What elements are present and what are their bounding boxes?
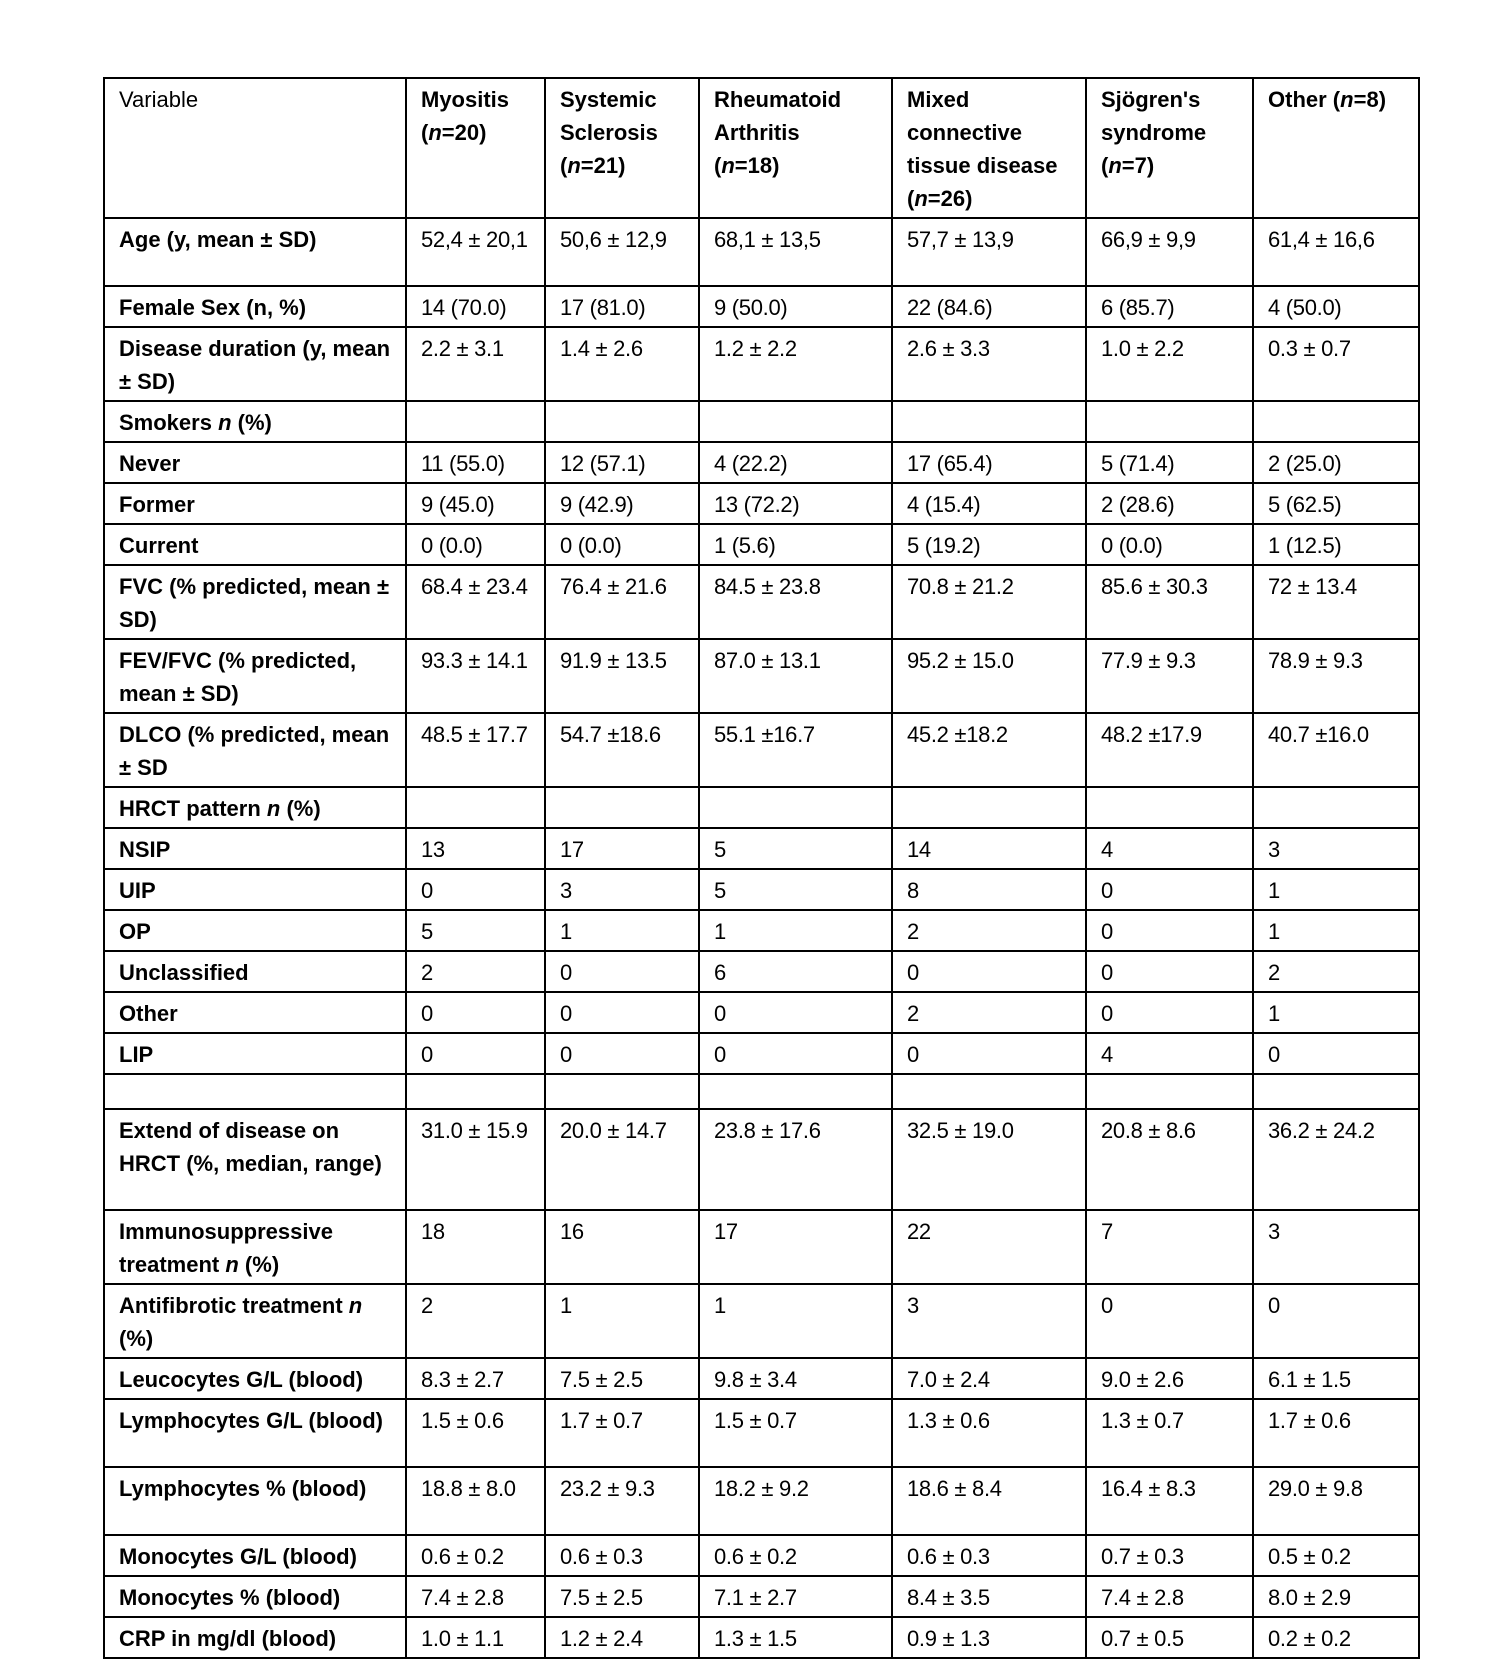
table-cell: 54.7 ±18.6 bbox=[545, 713, 699, 787]
table-cell: 5 bbox=[699, 828, 892, 869]
row-label: CRP in mg/dl (blood) bbox=[104, 1617, 406, 1658]
table-cell bbox=[1086, 787, 1253, 828]
table-cell: 93.3 ± 14.1 bbox=[406, 639, 545, 713]
table-cell: 0.3 ± 0.7 bbox=[1253, 327, 1419, 401]
table-cell: 0 bbox=[699, 1033, 892, 1074]
table-cell: 0 (0.0) bbox=[545, 524, 699, 565]
table-cell: 1.2 ± 2.2 bbox=[699, 327, 892, 401]
table-cell: 0 bbox=[892, 1033, 1086, 1074]
header-col-rheumatoid-arthritis: Rheumatoid Arthritis (n=18) bbox=[699, 78, 892, 218]
table-cell: 0 bbox=[1086, 1284, 1253, 1358]
patient-characteristics-table bbox=[103, 77, 1420, 1659]
table-cell bbox=[1253, 1074, 1419, 1109]
table-cell: 0.6 ± 0.2 bbox=[406, 1535, 545, 1576]
row-label: Age (y, mean ± SD) bbox=[104, 218, 406, 286]
table-cell: 3 bbox=[545, 869, 699, 910]
table-cell: 1 bbox=[1253, 910, 1419, 951]
table-cell: 1.3 ± 1.5 bbox=[699, 1617, 892, 1658]
table-cell: 2 (25.0) bbox=[1253, 442, 1419, 483]
table-cell: 0 bbox=[545, 992, 699, 1033]
row-label: FVC (% predicted, mean ± SD) bbox=[104, 565, 406, 639]
table-cell: 2 (28.6) bbox=[1086, 483, 1253, 524]
row-label: Current bbox=[104, 524, 406, 565]
table-cell: 0 bbox=[1253, 1033, 1419, 1074]
table-row bbox=[104, 1467, 1419, 1535]
table-cell: 1 bbox=[1253, 992, 1419, 1033]
table-cell: 9.8 ± 3.4 bbox=[699, 1358, 892, 1399]
table-cell: 18.8 ± 8.0 bbox=[406, 1467, 545, 1535]
table-cell bbox=[1086, 401, 1253, 442]
table-cell: 4 bbox=[1086, 828, 1253, 869]
table-cell: 0.6 ± 0.3 bbox=[545, 1535, 699, 1576]
table-cell: 14 bbox=[892, 828, 1086, 869]
header-variable: Variable bbox=[104, 78, 406, 218]
table-row bbox=[104, 992, 1419, 1033]
table-cell bbox=[406, 787, 545, 828]
table-cell: 6 (85.7) bbox=[1086, 286, 1253, 327]
table-cell: 22 (84.6) bbox=[892, 286, 1086, 327]
table-cell: 8.4 ± 3.5 bbox=[892, 1576, 1086, 1617]
table-cell: 17 bbox=[699, 1210, 892, 1284]
table-cell: 61,4 ± 16,6 bbox=[1253, 218, 1419, 286]
table-cell: 8.3 ± 2.7 bbox=[406, 1358, 545, 1399]
table-cell: 1.2 ± 2.4 bbox=[545, 1617, 699, 1658]
table-cell: 7.0 ± 2.4 bbox=[892, 1358, 1086, 1399]
table-cell: 2 bbox=[406, 951, 545, 992]
table-cell: 13 (72.2) bbox=[699, 483, 892, 524]
table-cell bbox=[406, 1074, 545, 1109]
table-row bbox=[104, 524, 1419, 565]
header-col-systemic-sclerosis: Systemic Sclerosis (n=21) bbox=[545, 78, 699, 218]
table-cell: 52,4 ± 20,1 bbox=[406, 218, 545, 286]
table-cell: 12 (57.1) bbox=[545, 442, 699, 483]
row-label: Extend of disease on HRCT (%, median, range) bbox=[104, 1109, 406, 1210]
table-cell: 17 (81.0) bbox=[545, 286, 699, 327]
table-cell: 9.0 ± 2.6 bbox=[1086, 1358, 1253, 1399]
table-cell: 6.1 ± 1.5 bbox=[1253, 1358, 1419, 1399]
table-cell: 84.5 ± 23.8 bbox=[699, 565, 892, 639]
row-label: Immunosuppressive treatment n (%) bbox=[104, 1210, 406, 1284]
table-cell: 48.2 ±17.9 bbox=[1086, 713, 1253, 787]
table-cell: 29.0 ± 9.8 bbox=[1253, 1467, 1419, 1535]
table-cell: 55.1 ±16.7 bbox=[699, 713, 892, 787]
header-col-mctd: Mixed connective tissue disease (n=26) bbox=[892, 78, 1086, 218]
header-col-other: Other (n=8) bbox=[1253, 78, 1419, 218]
table-cell bbox=[892, 1074, 1086, 1109]
table-cell: 95.2 ± 15.0 bbox=[892, 639, 1086, 713]
header-row bbox=[104, 78, 1419, 218]
table-cell: 1 bbox=[545, 910, 699, 951]
table-cell: 1.0 ± 2.2 bbox=[1086, 327, 1253, 401]
row-label: Never bbox=[104, 442, 406, 483]
row-label: OP bbox=[104, 910, 406, 951]
table-cell: 50,6 ± 12,9 bbox=[545, 218, 699, 286]
table-cell: 1.0 ± 1.1 bbox=[406, 1617, 545, 1658]
table-row bbox=[104, 1033, 1419, 1074]
table-cell bbox=[545, 1074, 699, 1109]
table-cell: 1.3 ± 0.7 bbox=[1086, 1399, 1253, 1467]
table-cell: 2 bbox=[892, 992, 1086, 1033]
table-cell: 78.9 ± 9.3 bbox=[1253, 639, 1419, 713]
row-label: Other bbox=[104, 992, 406, 1033]
table-cell: 16.4 ± 8.3 bbox=[1086, 1467, 1253, 1535]
table-cell: 5 bbox=[699, 869, 892, 910]
table-cell: 4 (15.4) bbox=[892, 483, 1086, 524]
table-cell: 5 bbox=[406, 910, 545, 951]
table-row bbox=[104, 442, 1419, 483]
table-cell: 1 bbox=[699, 1284, 892, 1358]
table-cell: 7 bbox=[1086, 1210, 1253, 1284]
table-cell: 1.7 ± 0.6 bbox=[1253, 1399, 1419, 1467]
table-cell: 1.4 ± 2.6 bbox=[545, 327, 699, 401]
table-cell bbox=[699, 787, 892, 828]
row-label: DLCO (% predicted, mean ± SD bbox=[104, 713, 406, 787]
table-cell: 0 bbox=[406, 992, 545, 1033]
table-cell: 2 bbox=[892, 910, 1086, 951]
table-cell: 40.7 ±16.0 bbox=[1253, 713, 1419, 787]
table-row bbox=[104, 1399, 1419, 1467]
table-cell: 0.6 ± 0.2 bbox=[699, 1535, 892, 1576]
table-cell: 0 bbox=[699, 992, 892, 1033]
table-cell: 0.2 ± 0.2 bbox=[1253, 1617, 1419, 1658]
table-cell: 36.2 ± 24.2 bbox=[1253, 1109, 1419, 1210]
table-cell: 4 (50.0) bbox=[1253, 286, 1419, 327]
table-row bbox=[104, 218, 1419, 286]
table-row bbox=[104, 565, 1419, 639]
table-row bbox=[104, 869, 1419, 910]
table-cell: 7.1 ± 2.7 bbox=[699, 1576, 892, 1617]
table-cell: 9 (45.0) bbox=[406, 483, 545, 524]
table-cell: 0 (0.0) bbox=[406, 524, 545, 565]
table-cell: 7.5 ± 2.5 bbox=[545, 1358, 699, 1399]
table-cell: 9 (50.0) bbox=[699, 286, 892, 327]
table-cell: 1 bbox=[1253, 869, 1419, 910]
table-cell: 22 bbox=[892, 1210, 1086, 1284]
table-cell: 20.8 ± 8.6 bbox=[1086, 1109, 1253, 1210]
table-cell: 0.6 ± 0.3 bbox=[892, 1535, 1086, 1576]
table-cell: 4 (22.2) bbox=[699, 442, 892, 483]
row-label: Female Sex (n, %) bbox=[104, 286, 406, 327]
table-row bbox=[104, 1074, 1419, 1109]
table-cell: 1.5 ± 0.7 bbox=[699, 1399, 892, 1467]
table-cell: 3 bbox=[1253, 828, 1419, 869]
table-cell: 18.2 ± 9.2 bbox=[699, 1467, 892, 1535]
table-cell: 72 ± 13.4 bbox=[1253, 565, 1419, 639]
table-row bbox=[104, 483, 1419, 524]
table-cell: 68,1 ± 13,5 bbox=[699, 218, 892, 286]
row-label: Monocytes G/L (blood) bbox=[104, 1535, 406, 1576]
table-cell: 7.4 ± 2.8 bbox=[1086, 1576, 1253, 1617]
table-row bbox=[104, 1284, 1419, 1358]
table-cell: 0.9 ± 1.3 bbox=[892, 1617, 1086, 1658]
table-row bbox=[104, 327, 1419, 401]
row-label: UIP bbox=[104, 869, 406, 910]
table-cell: 1.5 ± 0.6 bbox=[406, 1399, 545, 1467]
table-row bbox=[104, 787, 1419, 828]
table-row bbox=[104, 1617, 1419, 1658]
row-label: Unclassified bbox=[104, 951, 406, 992]
row-label: HRCT pattern n (%) bbox=[104, 787, 406, 828]
table-cell: 48.5 ± 17.7 bbox=[406, 713, 545, 787]
row-label: Monocytes % (blood) bbox=[104, 1576, 406, 1617]
table-cell bbox=[892, 787, 1086, 828]
table-cell: 23.2 ± 9.3 bbox=[545, 1467, 699, 1535]
table-cell: 0 bbox=[1086, 951, 1253, 992]
table-cell: 23.8 ± 17.6 bbox=[699, 1109, 892, 1210]
table-cell: 2 bbox=[1253, 951, 1419, 992]
table-row bbox=[104, 713, 1419, 787]
table-cell bbox=[699, 1074, 892, 1109]
table-row bbox=[104, 1109, 1419, 1210]
table-cell: 0 bbox=[545, 1033, 699, 1074]
table-cell: 70.8 ± 21.2 bbox=[892, 565, 1086, 639]
table-cell: 6 bbox=[699, 951, 892, 992]
table-cell: 20.0 ± 14.7 bbox=[545, 1109, 699, 1210]
table-cell: 0 (0.0) bbox=[1086, 524, 1253, 565]
table-cell: 1.3 ± 0.6 bbox=[892, 1399, 1086, 1467]
table-cell: 85.6 ± 30.3 bbox=[1086, 565, 1253, 639]
table-cell: 0 bbox=[1086, 910, 1253, 951]
table-cell: 2 bbox=[406, 1284, 545, 1358]
table-row bbox=[104, 1576, 1419, 1617]
table-cell: 2.2 ± 3.1 bbox=[406, 327, 545, 401]
table-row bbox=[104, 1210, 1419, 1284]
table-cell bbox=[892, 401, 1086, 442]
table-cell bbox=[406, 401, 545, 442]
table-cell bbox=[545, 401, 699, 442]
table-cell: 66,9 ± 9,9 bbox=[1086, 218, 1253, 286]
table-cell: 31.0 ± 15.9 bbox=[406, 1109, 545, 1210]
table-cell bbox=[1253, 787, 1419, 828]
table-cell: 5 (62.5) bbox=[1253, 483, 1419, 524]
table-cell: 32.5 ± 19.0 bbox=[892, 1109, 1086, 1210]
table-cell: 13 bbox=[406, 828, 545, 869]
table-cell: 3 bbox=[892, 1284, 1086, 1358]
table-cell: 5 (19.2) bbox=[892, 524, 1086, 565]
table-cell: 17 bbox=[545, 828, 699, 869]
table-cell bbox=[1253, 401, 1419, 442]
table-cell: 0 bbox=[1086, 992, 1253, 1033]
table-cell: 87.0 ± 13.1 bbox=[699, 639, 892, 713]
table-cell: 91.9 ± 13.5 bbox=[545, 639, 699, 713]
table-cell: 8 bbox=[892, 869, 1086, 910]
table-cell: 0 bbox=[406, 869, 545, 910]
table-cell: 0 bbox=[406, 1033, 545, 1074]
table-row bbox=[104, 1358, 1419, 1399]
table-cell: 9 (42.9) bbox=[545, 483, 699, 524]
table-cell: 8.0 ± 2.9 bbox=[1253, 1576, 1419, 1617]
table-cell: 0 bbox=[892, 951, 1086, 992]
row-label: Lymphocytes % (blood) bbox=[104, 1467, 406, 1535]
table-cell: 2.6 ± 3.3 bbox=[892, 327, 1086, 401]
table-cell: 16 bbox=[545, 1210, 699, 1284]
table-cell: 14 (70.0) bbox=[406, 286, 545, 327]
table-cell: 0.7 ± 0.3 bbox=[1086, 1535, 1253, 1576]
table-row bbox=[104, 828, 1419, 869]
table-cell: 57,7 ± 13,9 bbox=[892, 218, 1086, 286]
table-cell: 18 bbox=[406, 1210, 545, 1284]
table-cell: 76.4 ± 21.6 bbox=[545, 565, 699, 639]
row-label: LIP bbox=[104, 1033, 406, 1074]
table-cell bbox=[699, 401, 892, 442]
table-row bbox=[104, 910, 1419, 951]
table-cell bbox=[1086, 1074, 1253, 1109]
table-cell: 11 (55.0) bbox=[406, 442, 545, 483]
table-cell: 5 (71.4) bbox=[1086, 442, 1253, 483]
table-row bbox=[104, 1535, 1419, 1576]
row-label: Smokers n (%) bbox=[104, 401, 406, 442]
table-cell: 0.7 ± 0.5 bbox=[1086, 1617, 1253, 1658]
table-cell: 0 bbox=[545, 951, 699, 992]
row-label: Disease duration (y, mean ± SD) bbox=[104, 327, 406, 401]
header-col-myositis: Myositis (n=20) bbox=[406, 78, 545, 218]
table-cell bbox=[545, 787, 699, 828]
table-cell: 1 bbox=[699, 910, 892, 951]
table-cell: 1.7 ± 0.7 bbox=[545, 1399, 699, 1467]
row-label: Antifibrotic treatment n (%) bbox=[104, 1284, 406, 1358]
table-cell: 45.2 ±18.2 bbox=[892, 713, 1086, 787]
table-row bbox=[104, 286, 1419, 327]
row-label: Leucocytes G/L (blood) bbox=[104, 1358, 406, 1399]
header-col-sjogren: Sjögren's syndrome (n=7) bbox=[1086, 78, 1253, 218]
table-cell: 0 bbox=[1253, 1284, 1419, 1358]
table-cell: 68.4 ± 23.4 bbox=[406, 565, 545, 639]
row-label: Lymphocytes G/L (blood) bbox=[104, 1399, 406, 1467]
table-cell: 1 (5.6) bbox=[699, 524, 892, 565]
table-cell: 0 bbox=[1086, 869, 1253, 910]
table-row bbox=[104, 401, 1419, 442]
table-cell: 7.4 ± 2.8 bbox=[406, 1576, 545, 1617]
table-row bbox=[104, 639, 1419, 713]
table-row bbox=[104, 951, 1419, 992]
row-label: Former bbox=[104, 483, 406, 524]
table-cell: 1 (12.5) bbox=[1253, 524, 1419, 565]
table-cell: 17 (65.4) bbox=[892, 442, 1086, 483]
table-cell: 7.5 ± 2.5 bbox=[545, 1576, 699, 1617]
table-cell: 1 bbox=[545, 1284, 699, 1358]
table-cell: 0.5 ± 0.2 bbox=[1253, 1535, 1419, 1576]
table-cell: 18.6 ± 8.4 bbox=[892, 1467, 1086, 1535]
table-cell: 77.9 ± 9.3 bbox=[1086, 639, 1253, 713]
row-label: FEV/FVC (% predicted, mean ± SD) bbox=[104, 639, 406, 713]
table-cell: 4 bbox=[1086, 1033, 1253, 1074]
row-label: NSIP bbox=[104, 828, 406, 869]
row-label bbox=[104, 1074, 406, 1109]
table-cell: 3 bbox=[1253, 1210, 1419, 1284]
